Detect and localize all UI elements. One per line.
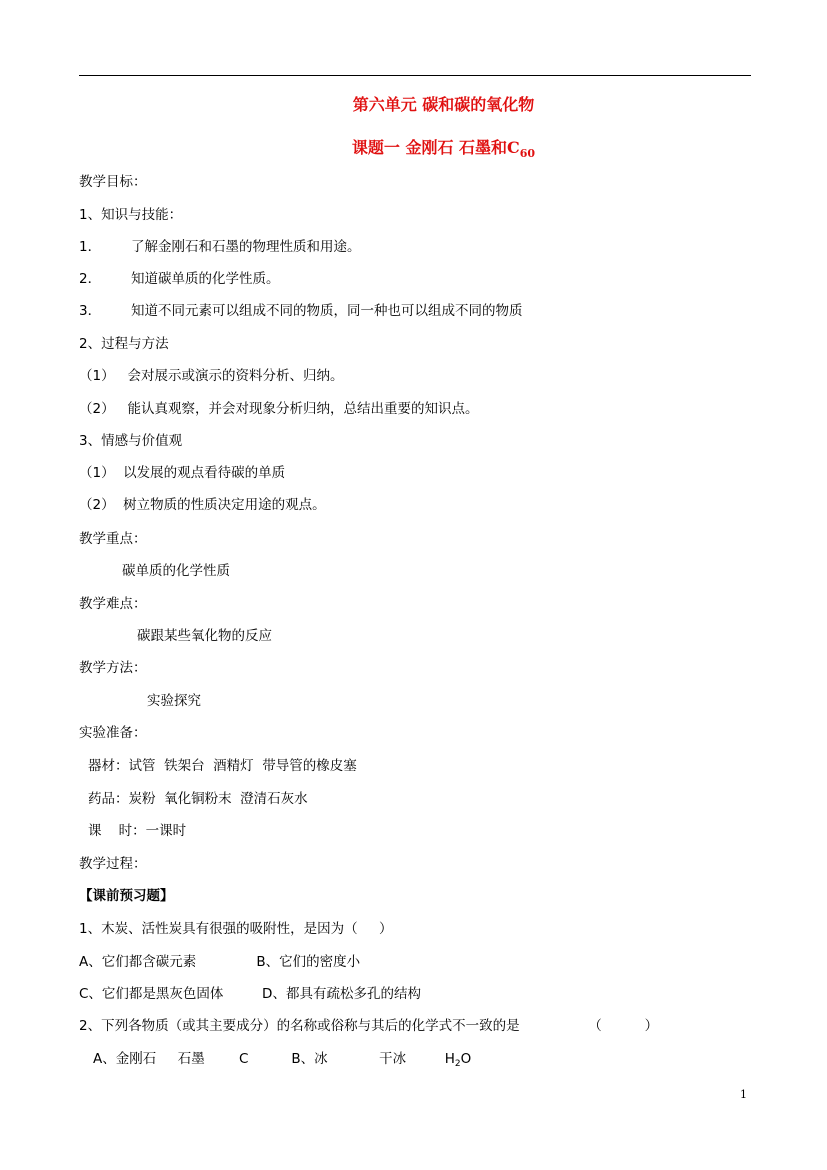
- question-2-options: [93, 1051, 471, 1072]
- unit-title: 第六单元 碳和碳的氧化物: [352, 95, 535, 114]
- lesson-title: [0, 135, 827, 160]
- question-1-options-ab: A、它们都含碳元素 B、它们的密度小: [79, 954, 361, 970]
- item-text: 了解金刚石和石墨的物理性质和用途。: [131, 239, 361, 255]
- objective-item-3: [79, 303, 523, 319]
- page-number: 1: [740, 1088, 747, 1101]
- lesson-title-text: 课题一 金刚石 石墨和C: [351, 138, 520, 157]
- methods-heading: 教学方法：: [79, 660, 147, 676]
- item-number: 2．: [79, 271, 102, 287]
- values-item-2: （2） 树立物质的性质决定用途的观点。: [79, 497, 326, 513]
- difficulties-heading: 教学难点：: [79, 596, 147, 612]
- key-points-text: 碳单质的化学性质: [122, 563, 230, 579]
- formula-subscript: 2: [454, 1059, 461, 1069]
- item-number: 1．: [79, 239, 102, 255]
- reagents-line: 药品：炭粉 氧化铜粉末 澄清石灰水: [88, 791, 308, 807]
- formula-tail: O: [460, 1051, 472, 1067]
- preparation-heading: 实验准备：: [79, 725, 147, 741]
- process-item-1: （1） 会对展示或演示的资料分析、归纳。: [79, 368, 344, 384]
- item-text: 知道不同元素可以组成不同的物质，同一种也可以组成不同的物质: [131, 303, 523, 319]
- objective-item-2: [79, 271, 280, 287]
- objectives-heading: 教学目标：: [79, 174, 147, 190]
- process-item-2: （2） 能认真观察，并会对现象分析归纳，总结出重要的知识点。: [79, 401, 479, 417]
- options-text: A、金刚石 石墨 C B、冰 干冰 H: [93, 1051, 455, 1067]
- values-heading: 3、情感与价值观: [79, 433, 183, 449]
- methods-text: 实验探究: [147, 693, 201, 709]
- values-item-1: （1） 以发展的观点看待碳的单质: [79, 465, 286, 481]
- knowledge-skills-heading: 1、知识与技能：: [79, 207, 183, 223]
- equipment-line: 器材：试管 铁架台 酒精灯 带导管的橡皮塞: [88, 758, 357, 774]
- objective-item-1: [79, 239, 361, 255]
- difficulties-text: 碳跟某些氧化物的反应: [137, 628, 272, 644]
- class-hours-line: 课 时：一课时: [88, 823, 187, 839]
- lesson-title-subscript: 60: [519, 147, 536, 160]
- key-points-heading: 教学重点：: [79, 531, 147, 547]
- question-1-options-cd: C、它们都是黑灰色固体 D、都具有疏松多孔的结构: [79, 986, 421, 1002]
- process-heading: 教学过程：: [79, 856, 147, 872]
- preview-questions-heading: 【课前预习题】: [79, 888, 174, 904]
- header-rule: [79, 75, 751, 76]
- item-text: 知道碳单质的化学性质。: [131, 271, 280, 287]
- item-number: 3．: [79, 303, 102, 319]
- process-methods-heading: 2、过程与方法: [79, 336, 169, 352]
- question-2: 2、下列各物质（或其主要成分）的名称或俗称与其后的化学式不一致的是 （ ）: [79, 1018, 659, 1034]
- question-1: 1、木炭、活性炭具有很强的吸附性，是因为（ ）: [79, 921, 393, 937]
